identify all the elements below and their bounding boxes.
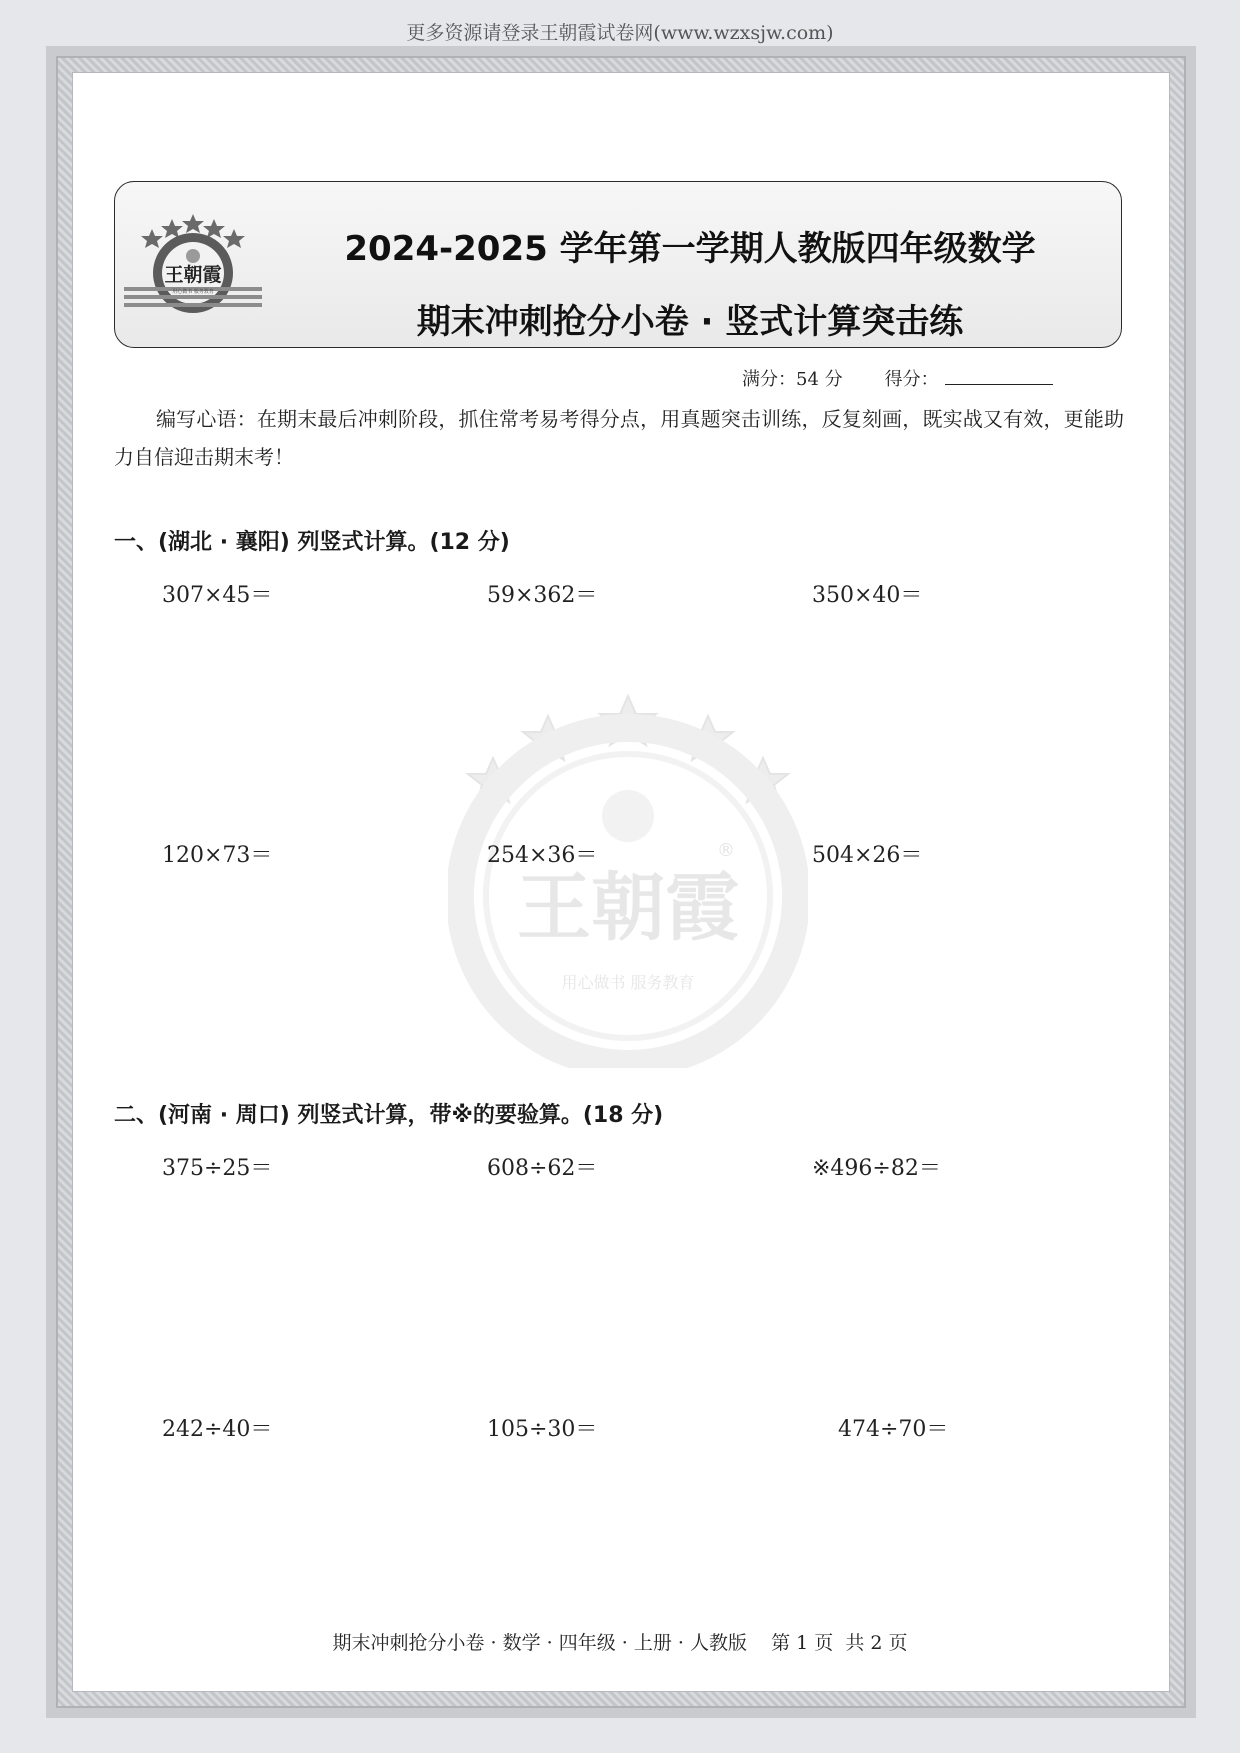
watermark-logo xyxy=(448,688,808,1068)
problem-1-4: 120×73＝ xyxy=(162,843,273,868)
score-row xyxy=(742,365,1053,391)
watermark-registered-mark: ® xyxy=(717,840,735,861)
problem-1-3: 350×40＝ xyxy=(812,583,923,608)
problem-2-2: 608÷62＝ xyxy=(487,1156,598,1181)
problem-2-1: 375÷25＝ xyxy=(162,1156,273,1181)
score-label: 得分： xyxy=(884,369,939,390)
site-header-note: 更多资源请登录王朝霞试卷网(www.wzxsjw.com) xyxy=(406,22,834,44)
problem-1-6: 504×26＝ xyxy=(812,843,923,868)
score-blank xyxy=(945,368,1053,385)
logo-name: 王朝霞 xyxy=(164,264,222,286)
section-2-heading: 二、(河南 · 周口) 列竖式计算，带※的要验算。(18 分) xyxy=(114,1103,664,1128)
problem-1-1: 307×45＝ xyxy=(162,583,273,608)
page-title-line-1: 2024-2025 学年第一学期人教版四年级数学 xyxy=(344,229,1036,269)
logo-motto: 用心做书 服务教育 xyxy=(172,289,214,295)
problem-2-3: ※496÷82＝ xyxy=(812,1156,941,1181)
intro-note: 编写心语：在期末最后冲刺阶段，抓住常考易考得分点，用真题突击训练，反复刻画，既实战又有效，更能助力自信迎击期末考！ xyxy=(114,407,1124,469)
full-score: 满分：54 分 xyxy=(742,369,843,390)
page-footer: 期末冲刺抢分小卷 · 数学 · 四年级 · 上册 · 人教版 第 1 页 共 2 页 xyxy=(332,1632,908,1654)
problem-2-6: 474÷70＝ xyxy=(838,1417,949,1442)
watermark-name: 王朝霞 xyxy=(517,865,739,951)
problem-1-2: 59×362＝ xyxy=(487,583,598,608)
problem-1-5: 254×36＝ xyxy=(487,843,598,868)
section-1-heading: 一、(湖北 · 襄阳) 列竖式计算。(12 分) xyxy=(114,530,510,555)
watermark-motto: 用心做书 服务教育 xyxy=(561,973,695,992)
page-title-line-2: 期末冲刺抢分小卷 · 竖式计算突击练 xyxy=(416,302,964,342)
publisher-logo xyxy=(124,211,262,325)
problem-2-5: 105÷30＝ xyxy=(487,1417,598,1442)
problem-2-4: 242÷40＝ xyxy=(162,1417,273,1442)
